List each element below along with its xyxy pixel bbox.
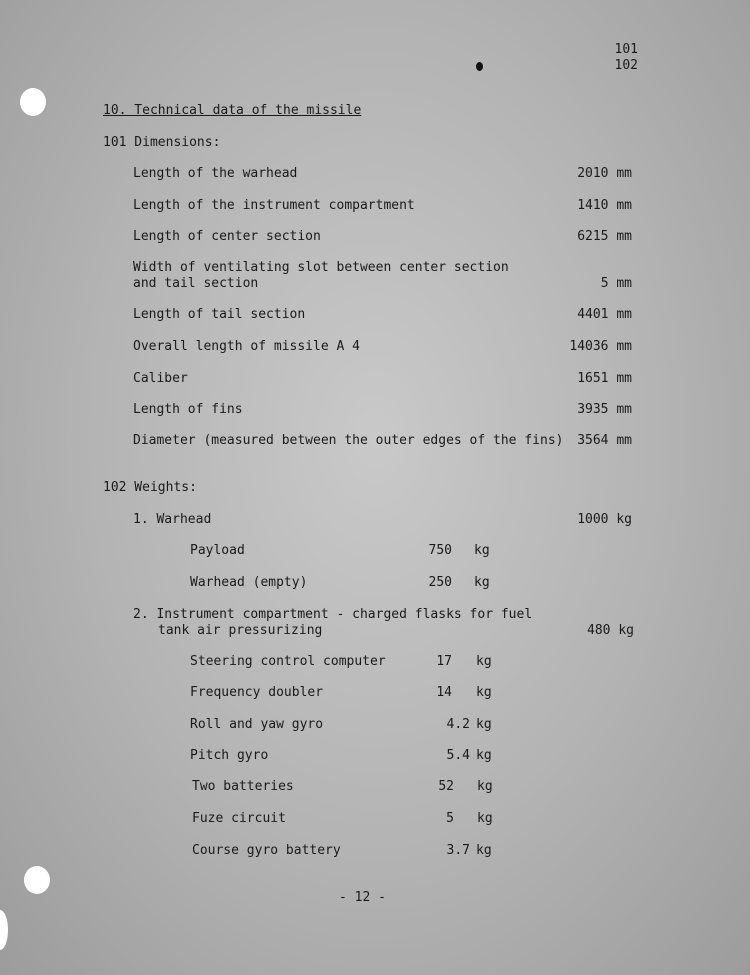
page-number: - 12 -	[339, 890, 386, 905]
dim-label-line2: and tail section	[133, 276, 259, 291]
ink-speck	[476, 62, 483, 71]
dim-value: 6215 mm	[577, 229, 632, 244]
weight-item-label: Steering control computer	[190, 654, 386, 669]
warhead-label: 1. Warhead	[133, 512, 212, 527]
weight-item-label: Pitch gyro	[190, 748, 269, 763]
dim-label: Diameter (measured between the outer edges of the fins)	[133, 433, 564, 448]
weight-item-unit: kg	[477, 811, 493, 826]
dimensions-heading: 101 Dimensions:	[103, 135, 221, 150]
dim-value: 3564 mm	[577, 433, 632, 448]
weight-item-unit: kg	[476, 748, 492, 763]
dim-label: Length of the warhead	[133, 166, 298, 181]
instrument-label-line2: tank air pressurizing	[158, 623, 323, 638]
weights-heading: 102 Weights:	[103, 480, 197, 495]
weight-item-label: Payload	[190, 543, 245, 558]
page-ref-102: 102	[614, 58, 638, 73]
weight-item-label: Frequency doubler	[190, 685, 324, 700]
punch-hole-edge	[0, 910, 8, 950]
dim-label: Length of the instrument compartment	[133, 198, 415, 213]
punch-hole-bottom	[24, 866, 50, 894]
weight-item-label: Warhead (empty)	[190, 575, 308, 590]
weight-item-qty: 5	[446, 811, 454, 826]
instrument-label-line1: 2. Instrument compartment - charged flasks for fuel	[133, 607, 533, 622]
dim-value: 2010 mm	[577, 166, 632, 181]
weight-item-unit: kg	[474, 543, 490, 558]
dim-value: 1651 mm	[577, 371, 632, 386]
weight-item-unit: kg	[474, 575, 490, 590]
weight-item-unit: kg	[476, 685, 492, 700]
weight-item-qty: 250	[428, 575, 452, 590]
punch-hole-top	[20, 88, 46, 116]
weight-item-qty: 52	[438, 779, 454, 794]
dim-value: 4401 mm	[577, 307, 632, 322]
weight-item-qty: 3.7	[446, 843, 470, 858]
dim-label-line1: Width of ventilating slot between center section	[133, 260, 509, 275]
weight-item-label: Fuze circuit	[192, 811, 286, 826]
section-title: 10. Technical data of the missile	[103, 103, 362, 118]
dim-label: Length of fins	[133, 402, 243, 417]
weight-item-qty: 4.2	[446, 717, 470, 732]
weight-item-label: Course gyro battery	[192, 843, 341, 858]
dim-value: 5 mm	[600, 276, 632, 291]
weight-item-unit: kg	[476, 843, 492, 858]
weight-item-label: Two batteries	[192, 779, 294, 794]
dim-label: Caliber	[133, 371, 188, 386]
weight-item-unit: kg	[476, 654, 492, 669]
weight-item-unit: kg	[476, 717, 492, 732]
weight-item-qty: 5.4	[446, 748, 470, 763]
dim-label: Overall length of missile A 4	[133, 339, 360, 354]
dim-label: Length of tail section	[133, 307, 306, 322]
weight-item-qty: 750	[428, 543, 452, 558]
page-ref-101: 101	[614, 42, 638, 57]
instrument-total: 480 kg	[587, 623, 634, 638]
weight-item-qty: 17	[436, 654, 452, 669]
dim-value: 14036 mm	[569, 339, 632, 354]
warhead-total: 1000 kg	[577, 512, 632, 527]
dim-value: 3935 mm	[577, 402, 632, 417]
weight-item-unit: kg	[477, 779, 493, 794]
weight-item-qty: 14	[436, 685, 452, 700]
dim-value: 1410 mm	[577, 198, 632, 213]
dim-label: Length of center section	[133, 229, 321, 244]
weight-item-label: Roll and yaw gyro	[190, 717, 324, 732]
